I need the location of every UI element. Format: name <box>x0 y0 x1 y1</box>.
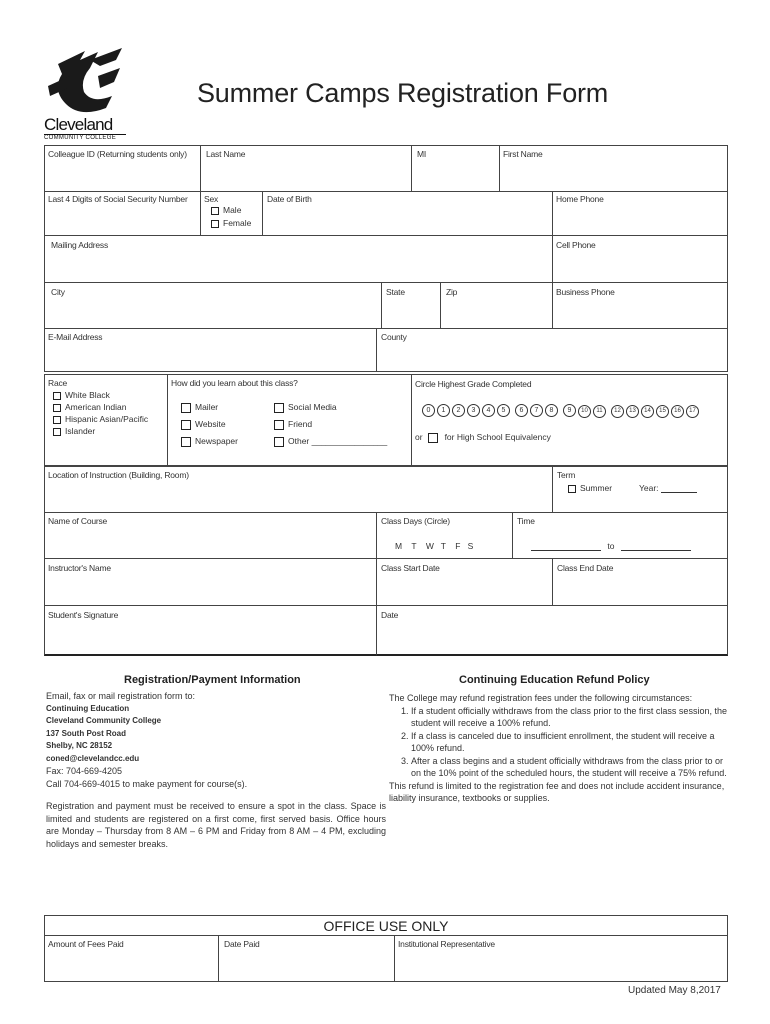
grade-field: Circle Highest Grade Completed 0 1 2 3 4 5 6 7 8 9 10 11 12 13 14 15 16 17 or for High School Equivalency <box>411 374 728 466</box>
grade-6-option[interactable]: 6 <box>515 404 528 417</box>
college-logo <box>40 46 130 142</box>
refund-item: 2. If a class is canceled due to insufficient enrollment, the student will receive a 100% refund. <box>411 730 729 755</box>
state-field[interactable]: State <box>381 282 441 329</box>
time-start-blank[interactable] <box>531 550 601 551</box>
class-start-date-field[interactable]: Class Start Date <box>376 558 553 606</box>
updated-date: Updated May 8,2017 <box>628 985 721 996</box>
mi-field[interactable]: MI <box>411 145 500 192</box>
home-phone-field[interactable]: Home Phone <box>552 191 728 236</box>
refund-item: 1. If a student officially withdraws from the class prior to the first class session, the student will receive a 100% refund. <box>411 705 729 730</box>
last-name-field[interactable]: Last Name <box>200 145 412 192</box>
how-heard-field: How did you learn about this class? Mailer Website Newspaper Social Media Friend Other ________________ <box>167 374 412 466</box>
class-days-field: Class Days (Circle) M T W T F S <box>376 512 513 559</box>
race-islander-checkbox[interactable] <box>53 428 61 436</box>
grade-8-option[interactable]: 8 <box>545 404 558 417</box>
refund-title: Continuing Education Refund Policy <box>459 674 650 686</box>
grade-5-option[interactable]: 5 <box>497 404 510 417</box>
term-field: Term Summer Year: <box>552 466 728 513</box>
race-american-indian-checkbox[interactable] <box>53 404 61 412</box>
time-field: Time to <box>512 512 728 559</box>
county-field[interactable]: County <box>376 328 728 372</box>
sex-field: Sex Male Female <box>200 191 263 236</box>
refund-item: 3. After a class begins and a student officially withdraws from the class prior to or on the 10% point of the scheduled hours, the student will receive a 75% refund. <box>411 755 729 780</box>
heard-social-media-checkbox[interactable] <box>274 403 284 413</box>
cell-phone-field[interactable]: Cell Phone <box>552 235 728 283</box>
grade-number-list <box>422 399 701 418</box>
zip-field[interactable]: Zip <box>440 282 553 329</box>
race-field: Race White Black American Indian Hispanic Asian/Pacific Islander <box>44 374 168 466</box>
grade-7-option[interactable]: 7 <box>530 404 543 417</box>
ssn-field[interactable]: Last 4 Digits of Social Security Number <box>44 191 201 236</box>
heard-other-checkbox[interactable] <box>274 437 284 447</box>
email-field[interactable]: E-Mail Address <box>44 328 377 372</box>
grade-0-option[interactable]: 0 <box>422 404 435 417</box>
grade-16-option[interactable]: 16 <box>671 405 684 418</box>
summer-checkbox[interactable] <box>568 485 576 493</box>
student-signature-field[interactable]: Student's Signature <box>44 605 377 656</box>
grade-11-option[interactable]: 11 <box>593 405 606 418</box>
grade-1-option[interactable]: 1 <box>437 404 450 417</box>
grade-13-option[interactable]: 13 <box>626 405 639 418</box>
logo-mark-icon <box>40 46 130 116</box>
first-name-field[interactable]: First Name <box>499 145 728 192</box>
institutional-rep-field[interactable]: Institutional Representative <box>394 935 728 982</box>
office-use-box <box>44 915 728 982</box>
grade-15-option[interactable]: 15 <box>656 405 669 418</box>
race-hispanic-asian-checkbox[interactable] <box>53 416 61 424</box>
heard-newspaper-checkbox[interactable] <box>181 437 191 447</box>
grade-3-option[interactable]: 3 <box>467 404 480 417</box>
location-field[interactable]: Location of Instruction (Building, Room) <box>44 466 553 513</box>
date-field[interactable]: Date <box>376 605 728 656</box>
business-phone-field[interactable]: Business Phone <box>552 282 728 329</box>
registration-title: Registration/Payment Information <box>124 674 301 686</box>
grade-17-option[interactable]: 17 <box>686 405 699 418</box>
hs-equivalency-checkbox[interactable] <box>428 433 438 443</box>
dob-field[interactable]: Date of Birth <box>262 191 553 236</box>
contact-email-link[interactable]: coned@clevelandcc.edu <box>46 753 140 763</box>
male-checkbox[interactable] <box>211 207 219 215</box>
grade-12-option[interactable]: 12 <box>611 405 624 418</box>
grade-4-option[interactable]: 4 <box>482 404 495 417</box>
colleague-id-field[interactable]: Colleague ID (Returning students only) <box>44 145 201 192</box>
grade-9-option[interactable]: 9 <box>563 404 576 417</box>
grade-2-option[interactable]: 2 <box>452 404 465 417</box>
class-end-date-field[interactable]: Class End Date <box>552 558 728 606</box>
heard-friend-checkbox[interactable] <box>274 420 284 430</box>
mailing-address-field[interactable]: Mailing Address <box>44 235 553 283</box>
heard-mailer-checkbox[interactable] <box>181 403 191 413</box>
registration-info: Email, fax or mail registration form to: Continuing Education Cleveland Community College 137 South Post Road Shelby, NC 28152 coned@clevelandcc.edu Fax: 704-669-4205 Call 704-669-4015 to make payment for course(s). Registration and payment must be received to ensure a spot in the class. Space is limited and students are registered on a first come, first served basis. Office hours are Monday – Thursday from 8 AM – 6 PM and Friday from 8 AM – 4 PM, excluding holidays and semester breaks. <box>46 691 386 849</box>
year-blank[interactable] <box>661 492 697 493</box>
female-checkbox[interactable] <box>211 220 219 228</box>
instructor-name-field[interactable]: Instructor's Name <box>44 558 377 606</box>
fees-paid-field[interactable]: Amount of Fees Paid <box>44 935 219 982</box>
refund-policy: The College may refund registration fees under the following circumstances: 1. If a student officially withdraws from the class prior to the first class session, the student will receive a 100% refund. 2. If a class is canceled due to insufficient enrollment, the student will receive a 100% refund. 3. After a class begins and a student officially withdraws from the class prior to or on the 10% point of the scheduled hours, the student will receive a 75% refund. This refund is limited to the registration fee and does not include accident insurance, liability insurance, textbooks or supplies. <box>389 692 729 805</box>
logo-name: Cleveland <box>44 115 113 134</box>
office-use-title: OFFICE USE ONLY <box>323 918 449 934</box>
course-name-field[interactable]: Name of Course <box>44 512 377 559</box>
class-days-options[interactable]: M T W T F S <box>395 541 474 551</box>
page-title: Summer Camps Registration Form <box>197 78 609 108</box>
city-field[interactable]: City <box>44 282 382 329</box>
grade-14-option[interactable]: 14 <box>641 405 654 418</box>
date-paid-field[interactable]: Date Paid <box>218 935 395 982</box>
race-white-black-checkbox[interactable] <box>53 392 61 400</box>
logo-subtitle: COMMUNITY COLLEGE <box>44 135 116 141</box>
grade-10-option[interactable]: 10 <box>578 405 591 418</box>
heard-website-checkbox[interactable] <box>181 420 191 430</box>
time-end-blank[interactable] <box>621 550 691 551</box>
